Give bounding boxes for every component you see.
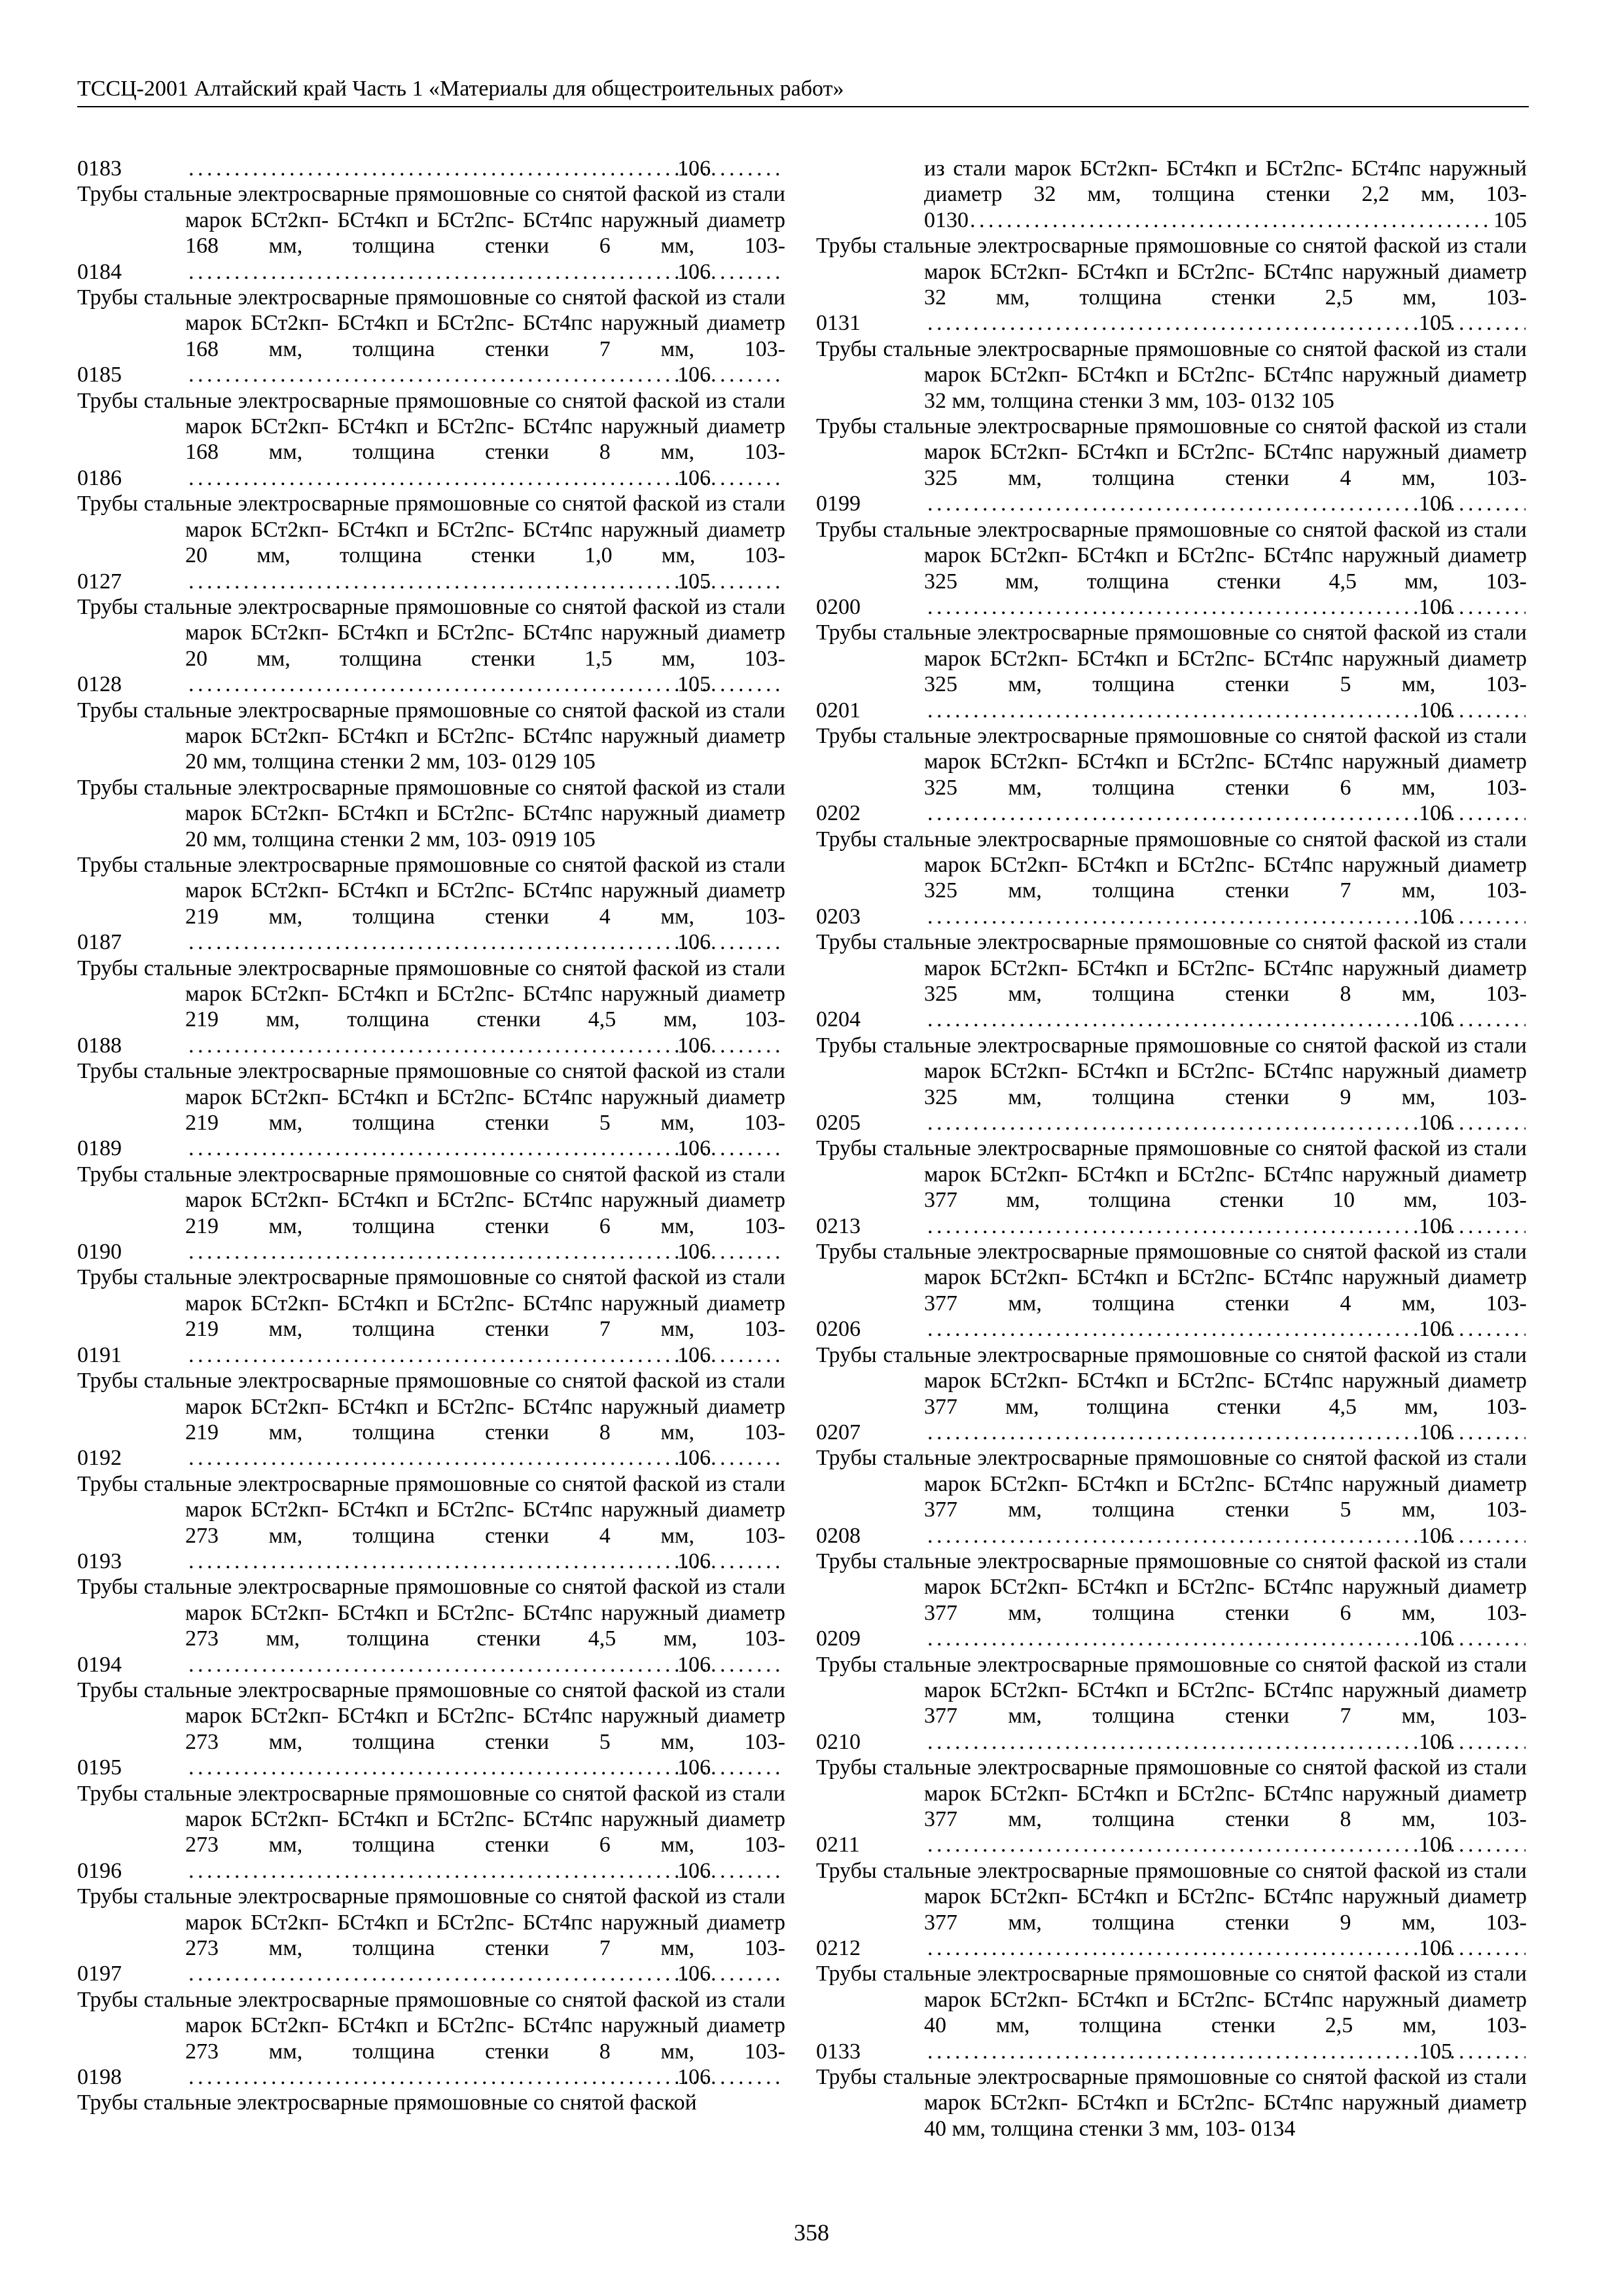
entry-tail: 0213 . . . 106 bbox=[924, 1213, 1527, 1239]
index-entry bbox=[816, 1652, 1527, 1755]
index-entry bbox=[77, 1677, 785, 1781]
index-entry bbox=[77, 775, 785, 852]
entry-text: Трубы стальные электросварные прямошовные со снятой фаской из стали марок БСт2кп- БСт4кп и БСт2пс- БСт4пс наружный диаметр 168 мм, толщина стенки 6 мм, 103- bbox=[77, 182, 785, 259]
entry-tail: 0191 . . . 106 bbox=[185, 1342, 785, 1368]
entry-tail: 0190 . . . 106 bbox=[185, 1239, 785, 1265]
entry-text: Трубы стальные электросварные прямошовные со снятой фаской из стали марок БСт2кп- БСт4кп и БСт2пс- БСт4пс наружный диаметр 219 мм, толщина стенки 7 мм, 103- bbox=[77, 1265, 785, 1342]
entry-tail: 0187 . . . 106 bbox=[185, 929, 785, 955]
entry-text: Трубы стальные электросварные прямошовные со снятой фаской из стали марок БСт2кп- БСт4кп и БСт2пс- БСт4пс наружный диаметр 377 мм, толщина стенки 5 мм, 103- bbox=[816, 1446, 1527, 1522]
entry-text: Трубы стальные электросварные прямошовные со снятой фаской из стали марок БСт2кп- БСт4кп и БСт2пс- БСт4пс наружный диаметр 377 мм, толщина стенки 7 мм, 103- bbox=[816, 1652, 1527, 1729]
entry-text: Трубы стальные электросварные прямошовные со снятой фаской из стали марок БСт2кп- БСт4кп и БСт2пс- БСт4пс наружный диаметр 219 мм, толщина стенки 4,5 мм, 103- bbox=[77, 956, 785, 1032]
entry-tail: 0201 . . . 106 bbox=[924, 698, 1527, 723]
index-entry bbox=[77, 2090, 785, 2115]
index-entry bbox=[816, 1755, 1527, 1858]
entry-text: Трубы стальные электросварные прямошовные со снятой фаской из стали марок БСт2кп- БСт4кп и БСт2пс- БСт4пс наружный диаметр 325 мм, толщина стенки 9 мм, 103- bbox=[816, 1033, 1527, 1109]
index-entry bbox=[77, 1368, 785, 1471]
entry-text: Трубы стальные электросварные прямошовные со снятой фаской из стали марок БСт2кп- БСт4кп и БСт2пс- БСт4пс наружный диаметр 219 мм, толщина стенки 6 мм, 103- bbox=[77, 1162, 785, 1238]
index-entry bbox=[816, 1445, 1527, 1549]
entry-text: Трубы стальные электросварные прямошовные со снятой фаской из стали марок БСт2кп- БСт4кп и БСт2пс- БСт4пс наружный диаметр 168 мм, толщина стенки 8 мм, 103- bbox=[77, 388, 785, 465]
index-entry bbox=[816, 233, 1527, 336]
index-entry bbox=[816, 517, 1527, 620]
entry-text: Трубы стальные электросварные прямошовные со снятой фаской из стали марок БСт2кп- БСт4кп и БСт2пс- БСт4пс наружный диаметр 32 мм, толщина стенки 3 мм, 103- 0132 105 bbox=[816, 336, 1527, 413]
page-number: 358 bbox=[794, 2219, 829, 2246]
entry-tail: 0209 . . . 106 bbox=[924, 1626, 1527, 1651]
entry-tail: 0211 . . . 106 bbox=[924, 1832, 1527, 1857]
entry-tail: 0204 . . . 106 bbox=[924, 1007, 1527, 1032]
entry-page: 105 bbox=[1493, 207, 1527, 232]
index-entry bbox=[77, 1162, 785, 1265]
entry-tail: 0183 . . . 106 bbox=[185, 156, 785, 181]
entry-text: Трубы стальные электросварные прямошовные со снятой фаской из стали марок БСт2кп- БСт4кп и БСт2пс- БСт4пс наружный диаметр 40 мм, толщина стенки 3 мм, 103- 0134 bbox=[816, 2065, 1527, 2141]
entry-tail: 0197 . . . 106 bbox=[185, 1961, 785, 1986]
entry-text: Трубы стальные электросварные прямошовные со снятой фаской из стали марок БСт2кп- БСт4кп и БСт2пс- БСт4пс наружный диаметр 273 мм, толщина стенки 7 мм, 103- bbox=[77, 1884, 785, 1961]
index-entry bbox=[77, 956, 785, 1059]
entry-text: Трубы стальные электросварные прямошовные со снятой фаской из стали марок БСт2кп- БСт4кп и БСт2пс- БСт4пс наружный диаметр 325 мм, толщина стенки 4,5 мм, 103- bbox=[816, 517, 1527, 594]
entry-tail: 0184 . . . 106 bbox=[185, 259, 785, 285]
entry-text: Трубы стальные электросварные прямошовные со снятой фаской из стали марок БСт2кп- БСт4кп и БСт2пс- БСт4пс наружный диаметр 219 мм, толщина стенки 4 мм, 103- bbox=[77, 852, 785, 929]
index-entry bbox=[77, 852, 785, 956]
entry-text: Трубы стальные электросварные прямошовные со снятой фаской из стали марок БСт2кп- БСт4кп и БСт2пс- БСт4пс наружный диаметр 377 мм, толщина стенки 10 мм, 103- bbox=[816, 1136, 1527, 1213]
entry-tail: 0185 . . . 106 bbox=[185, 362, 785, 387]
index-entry bbox=[816, 2064, 1527, 2142]
entry-text: Трубы стальные электросварные прямошовные со снятой фаской из стали марок БСт2кп- БСт4кп и БСт2пс- БСт4пс наружный диаметр 377 мм, толщина стенки 8 мм, 103- bbox=[816, 1755, 1527, 1831]
entry-text: Трубы стальные электросварные прямошовные со снятой фаской из стали марок БСт2кп- БСт4кп и БСт2пс- БСт4пс наружный диаметр 273 мм, толщина стенки 8 мм, 103- bbox=[77, 1987, 785, 2064]
running-header bbox=[77, 72, 1529, 106]
entry-tail: 0198 . . . 106 bbox=[185, 2064, 785, 2090]
entry-text: из стали марок БСт2кп- БСт4кп и БСт2пс- БСт4пс наружный диаметр 32 мм, толщина стенки 2,2 мм, 103- bbox=[924, 156, 1527, 207]
entry-tail: 0127 . . . 105 bbox=[185, 569, 785, 594]
entry-tail: 0207 . . . 106 bbox=[924, 1420, 1527, 1445]
index-entry bbox=[816, 723, 1527, 827]
index-entry-continued bbox=[77, 156, 785, 181]
index-entry bbox=[77, 1781, 785, 1884]
index-entry bbox=[816, 414, 1527, 517]
entry-tail: 0205 . . . 106 bbox=[924, 1110, 1527, 1136]
header-title: ТССЦ-2001 Алтайский край Часть 1 «Материалы для общестроительных работ» bbox=[77, 77, 844, 101]
index-entry bbox=[77, 1471, 785, 1575]
entry-text: Трубы стальные электросварные прямошовные со снятой фаской из стали марок БСт2кп- БСт4кп и БСт2пс- БСт4пс наружный диаметр 20 мм, толщина стенки 2 мм, 103- 0129 105 bbox=[77, 698, 785, 774]
entry-tail: 0194 . . . 106 bbox=[185, 1652, 785, 1677]
index-column-left bbox=[77, 156, 785, 2116]
index-entry bbox=[816, 1033, 1527, 1136]
index-entry bbox=[77, 388, 785, 492]
entry-text: Трубы стальные электросварные прямошовные со снятой фаской из стали марок БСт2кп- БСт4кп и БСт2пс- БСт4пс наружный диаметр 20 мм, толщина стенки 1,0 мм, 103- bbox=[77, 492, 785, 568]
entry-text: Трубы стальные электросварные прямошовные со снятой фаской из стали марок БСт2кп- БСт4кп и БСт2пс- БСт4пс наружный диаметр 325 мм, толщина стенки 7 мм, 103- bbox=[816, 827, 1527, 903]
entry-tail: 0189 . . . 106 bbox=[185, 1136, 785, 1161]
entry-text: Трубы стальные электросварные прямошовные со снятой фаской из стали марок БСт2кп- БСт4кп и БСт2пс- БСт4пс наружный диаметр 325 мм, толщина стенки 4 мм, 103- bbox=[816, 414, 1527, 490]
entry-text: Трубы стальные электросварные прямошовные со снятой фаской из стали марок БСт2кп- БСт4кп и БСт2пс- БСт4пс наружный диаметр 377 мм, толщина стенки 6 мм, 103- bbox=[816, 1549, 1527, 1625]
entry-tail: 0210 . . . 106 bbox=[924, 1729, 1527, 1755]
index-entry bbox=[77, 594, 785, 698]
entry-tail: 0200 . . . 106 bbox=[924, 594, 1527, 620]
index-entry-continued bbox=[816, 156, 1527, 233]
entry-tail: 0208 . . . 106 bbox=[924, 1523, 1527, 1549]
entry-text: Трубы стальные электросварные прямошовные со снятой фаской из стали марок БСт2кп- БСт4кп и БСт2пс- БСт4пс наружный диаметр 20 мм, толщина стенки 2 мм, 103- 0919 105 bbox=[77, 775, 785, 852]
index-entry bbox=[816, 1239, 1527, 1342]
dot-leader bbox=[970, 207, 1492, 233]
entry-tail: 0128 . . . 105 bbox=[185, 672, 785, 697]
entry-code: 0130 bbox=[924, 207, 969, 232]
header-rule bbox=[77, 106, 1529, 107]
entry-tail: 0192 . . . 106 bbox=[185, 1445, 785, 1471]
index-entry bbox=[77, 285, 785, 388]
index-entry bbox=[816, 1858, 1527, 1962]
entry-tail: 0186 . . . 106 bbox=[185, 465, 785, 491]
entry-text: Трубы стальные электросварные прямошовные со снятой фаской из стали марок БСт2кп- БСт4кп и БСт2пс- БСт4пс наружный диаметр 377 мм, толщина стенки 4 мм, 103- bbox=[816, 1240, 1527, 1316]
entry-text: Трубы стальные электросварные прямошовные со снятой фаской из стали марок БСт2кп- БСт4кп и БСт2пс- БСт4пс наружный диаметр 273 мм, толщина стенки 4,5 мм, 103- bbox=[77, 1575, 785, 1651]
entry-text: Трубы стальные электросварные прямошовные со снятой фаской из стали марок БСт2кп- БСт4кп и БСт2пс- БСт4пс наружный диаметр 219 мм, толщина стенки 5 мм, 103- bbox=[77, 1059, 785, 1136]
index-entry bbox=[77, 1884, 785, 1987]
index-column-right bbox=[816, 156, 1527, 2142]
entry-tail: 0196 . . . 106 bbox=[185, 1858, 785, 1884]
entry-text: Трубы стальные электросварные прямошовные со снятой фаской из стали марок БСт2кп- БСт4кп и БСт2пс- БСт4пс наружный диаметр 40 мм, толщина стенки 2,5 мм, 103- bbox=[816, 1962, 1527, 2038]
index-entry bbox=[816, 929, 1527, 1033]
entry-text: Трубы стальные электросварные прямошовные со снятой фаской из стали марок БСт2кп- БСт4кп и БСт2пс- БСт4пс наружный диаметр 20 мм, толщина стенки 1,5 мм, 103- bbox=[77, 594, 785, 671]
index-entry bbox=[77, 698, 785, 775]
index-entry bbox=[816, 620, 1527, 723]
index-entry bbox=[77, 1987, 785, 2090]
entry-text: Трубы стальные электросварные прямошовные со снятой фаской из стали марок БСт2кп- БСт4кп и БСт2пс- БСт4пс наружный диаметр 273 мм, толщина стенки 5 мм, 103- bbox=[77, 1677, 785, 1754]
entry-text: Трубы стальные электросварные прямошовные со снятой фаской из стали марок БСт2кп- БСт4кп и БСт2пс- БСт4пс наружный диаметр 377 мм, толщина стенки 9 мм, 103- bbox=[816, 1858, 1527, 1935]
index-entry bbox=[77, 491, 785, 594]
entry-text: Трубы стальные электросварные прямошовные со снятой фаской bbox=[77, 2090, 697, 2115]
index-entry bbox=[816, 336, 1527, 414]
entry-text: Трубы стальные электросварные прямошовные со снятой фаской из стали марок БСт2кп- БСт4кп и БСт2пс- БСт4пс наружный диаметр 325 мм, толщина стенки 6 мм, 103- bbox=[816, 723, 1527, 800]
entry-text: Трубы стальные электросварные прямошовные со снятой фаской из стали марок БСт2кп- БСт4кп и БСт2пс- БСт4пс наружный диаметр 273 мм, толщина стенки 6 мм, 103- bbox=[77, 1781, 785, 1857]
entry-tail: 0199 . . . 106 bbox=[924, 491, 1527, 516]
entry-tail: 0195 . . . 106 bbox=[185, 1755, 785, 1780]
entry-text: Трубы стальные электросварные прямошовные со снятой фаской из стали марок БСт2кп- БСт4кп и БСт2пс- БСт4пс наружный диаметр 273 мм, толщина стенки 4 мм, 103- bbox=[77, 1471, 785, 1548]
entry-tail: 0212 . . . 106 bbox=[924, 1935, 1527, 1961]
index-entry bbox=[816, 827, 1527, 930]
index-entry bbox=[77, 1265, 785, 1368]
entry-text: Трубы стальные электросварные прямошовные со снятой фаской из стали марок БСт2кп- БСт4кп и БСт2пс- БСт4пс наружный диаметр 168 мм, толщина стенки 7 мм, 103- bbox=[77, 285, 785, 361]
index-entry bbox=[77, 181, 785, 285]
entry-tail: 0202 . . . 106 bbox=[924, 800, 1527, 826]
index-entry bbox=[816, 1136, 1527, 1239]
entry-tail: 0193 . . . 106 bbox=[185, 1549, 785, 1574]
index-entry bbox=[816, 1961, 1527, 2064]
entry-tail: 0206 . . . 106 bbox=[924, 1316, 1527, 1342]
index-entry bbox=[77, 1058, 785, 1162]
entry-text: Трубы стальные электросварные прямошовные со снятой фаской из стали марок БСт2кп- БСт4кп и БСт2пс- БСт4пс наружный диаметр 325 мм, толщина стенки 5 мм, 103- bbox=[816, 620, 1527, 697]
entry-tail: 0133 . . . 105 bbox=[924, 2039, 1527, 2064]
entry-tail: 0131 . . . 105 bbox=[924, 310, 1527, 336]
entry-tail: 0188 . . . 106 bbox=[185, 1033, 785, 1058]
index-entry bbox=[816, 1549, 1527, 1652]
entry-text: Трубы стальные электросварные прямошовные со снятой фаской из стали марок БСт2кп- БСт4кп и БСт2пс- БСт4пс наружный диаметр 219 мм, толщина стенки 8 мм, 103- bbox=[77, 1369, 785, 1444]
entry-text: Трубы стальные электросварные прямошовные со снятой фаской из стали марок БСт2кп- БСт4кп и БСт2пс- БСт4пс наружный диаметр 377 мм, толщина стенки 4,5 мм, 103- bbox=[816, 1342, 1527, 1419]
index-entry bbox=[816, 1342, 1527, 1446]
entry-text: Трубы стальные электросварные прямошовные со снятой фаской из стали марок БСт2кп- БСт4кп и БСт2пс- БСт4пс наружный диаметр 32 мм, толщина стенки 2,5 мм, 103- bbox=[816, 234, 1527, 310]
entry-tail bbox=[924, 207, 1527, 233]
index-entry bbox=[77, 1574, 785, 1677]
entry-tail: 0203 . . . 106 bbox=[924, 904, 1527, 929]
entry-text: Трубы стальные электросварные прямошовные со снятой фаской из стали марок БСт2кп- БСт4кп и БСт2пс- БСт4пс наружный диаметр 325 мм, толщина стенки 8 мм, 103- bbox=[816, 930, 1527, 1006]
